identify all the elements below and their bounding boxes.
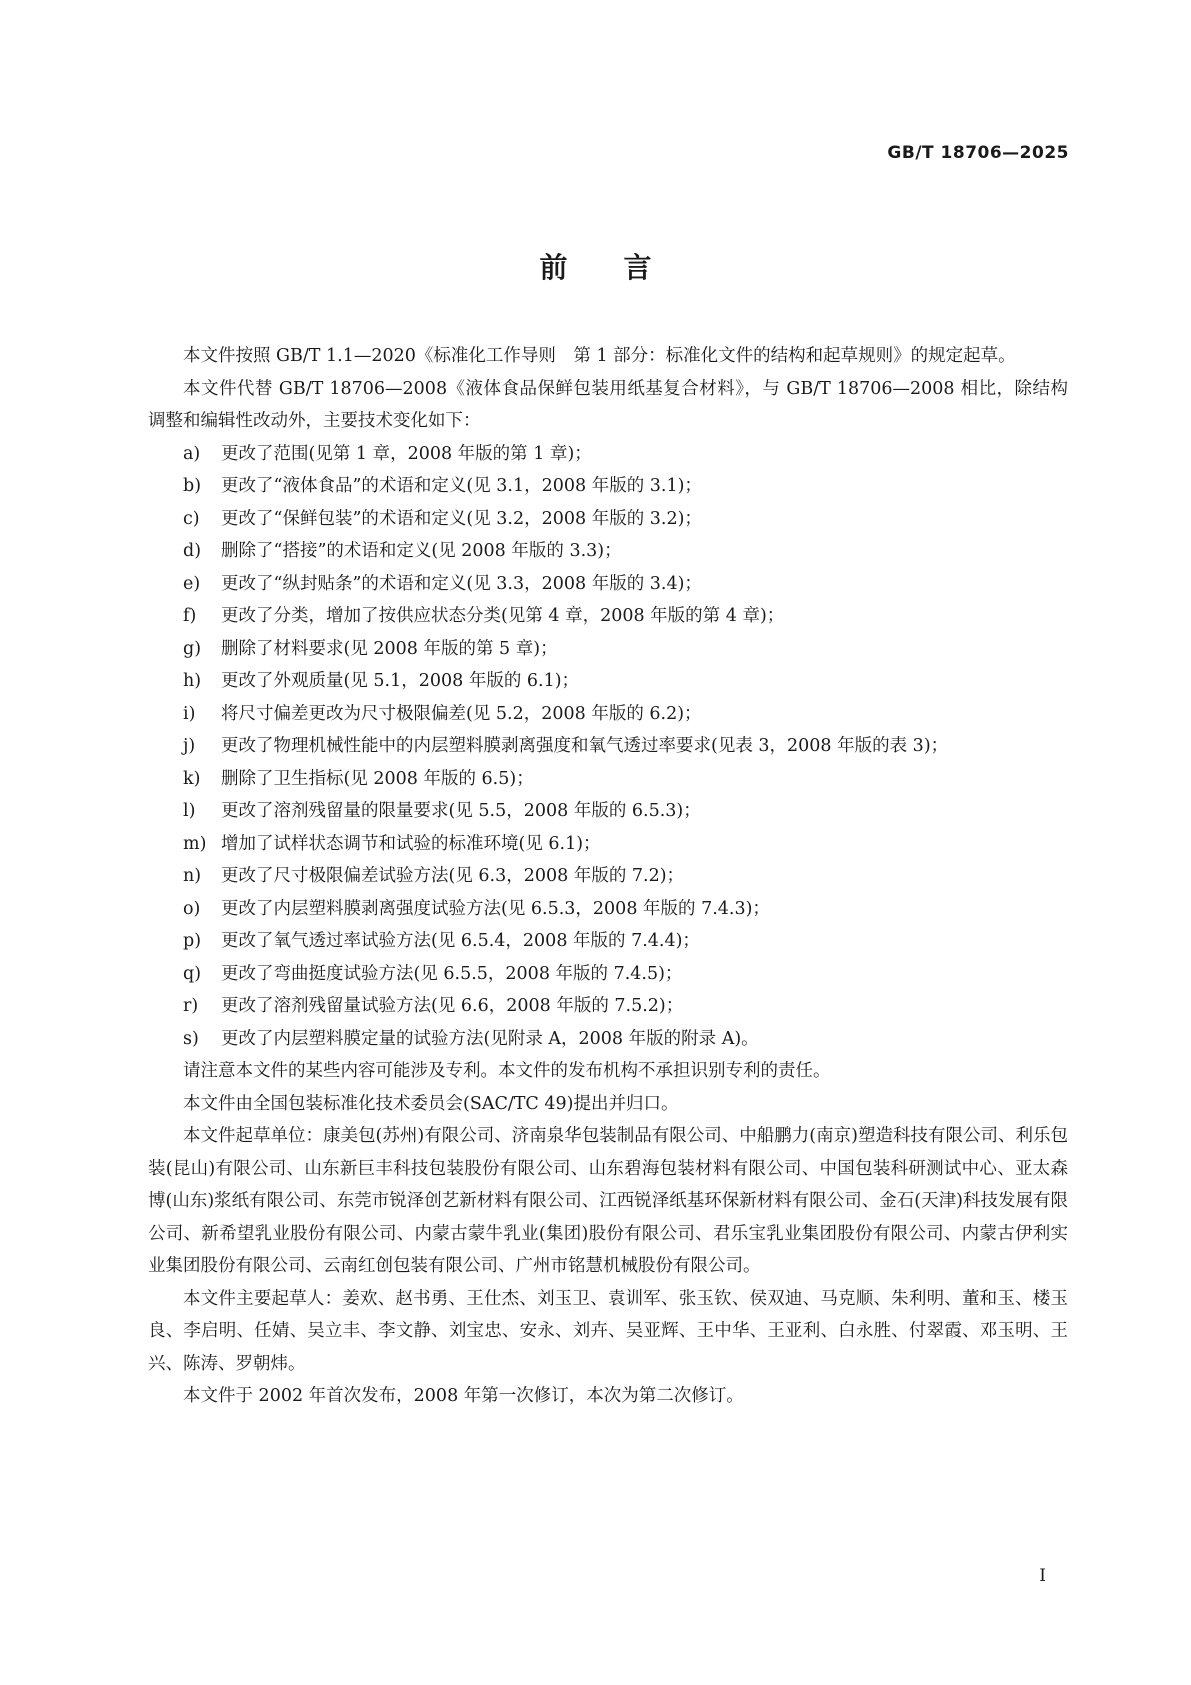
list-item-text: 更改了弯曲挺度试验方法(见 6.5.5，2008 年版的 7.4.5)； — [221, 963, 683, 984]
paragraph-drafters: 本文件主要起草人：姜欢、赵书勇、王仕杰、刘玉卫、袁训军、张玉钦、侯双迪、马克顺、朱利明、董和玉、楼玉良、李启明、任婧、吴立丰、李文静、刘宝忠、安永、刘卉、吴亚辉、王中华、王亚利、白永胜、付翠霞、邓玉明、王兴、陈涛、罗朝炜。 — [148, 1288, 1068, 1374]
paragraph-drafting-units: 本文件起草单位：康美包(苏州)有限公司、济南泉华包装制品有限公司、中船鹏力(南京)塑造科技有限公司、利乐包装(昆山)有限公司、山东新巨丰科技包装股份有限公司、山东碧海包装材料有限公司、中国包装科研测试中心、亚太森博(山东)浆纸有限公司、东莞市锐泽创艺新材料有限公司、江西锐泽纸基环保新材料有限公司、金石(天津)科技发展有限公司、新希望乳业股份有限公司、内蒙古蒙牛乳业(集团)股份有限公司、君乐宝乳业集团股份有限公司、内蒙古伊利实业集团股份有限公司、云南红创包装有限公司、广州市铭慧机械股份有限公司。 — [148, 1126, 1068, 1276]
list-item-text: 更改了内层塑料膜剥离强度试验方法(见 6.5.3，2008 年版的 7.4.3)； — [221, 898, 770, 919]
list-item — [148, 438, 1068, 471]
paragraph-committee: 本文件由全国包装标准化技术委员会(SAC/TC 49)提出并归口。 — [183, 1093, 679, 1114]
changes-list — [148, 438, 1068, 1056]
list-item-text: 增加了试样状态调节和试验的标准环境(见 6.1)； — [221, 833, 601, 854]
list-item-text: 更改了“液体食品”的术语和定义(见 3.1，2008 年版的 3.1)； — [221, 476, 702, 496]
list-item — [148, 535, 1068, 568]
list-item-label: a) — [183, 443, 201, 464]
list-item-text: 将尺寸偏差更改为尺寸极限偏差(见 5.2，2008 年版的 6.2)； — [221, 703, 702, 724]
list-item-text: 删除了卫生指标(见 2008 年版的 6.5)； — [221, 768, 534, 789]
paragraph-drafting-rule: 本文件按照 GB/T 1.1—2020《标准化工作导则 第 1 部分：标准化文件的结构和起草规则》的规定起草。 — [183, 346, 1016, 366]
list-item — [148, 600, 1068, 633]
list-item-label: m) — [183, 833, 207, 854]
list-item-text: 更改了内层塑料膜定量的试验方法(见附录 A，2008 年版的附录 A)。 — [221, 1028, 759, 1049]
list-item-text: 更改了外观质量(见 5.1，2008 年版的 6.1)； — [221, 671, 580, 691]
page-title: 前言 — [539, 251, 708, 284]
list-item-label: g) — [183, 638, 202, 659]
list-item-label: n) — [183, 866, 202, 886]
list-item — [148, 860, 1068, 893]
list-item — [148, 503, 1068, 536]
list-item — [148, 958, 1068, 991]
list-item — [148, 698, 1068, 731]
list-item-text: 删除了材料要求(见 2008 年版的第 5 章)； — [221, 638, 558, 659]
list-item — [148, 1023, 1068, 1056]
standard-code: GB/T 18706—2025 — [887, 143, 1069, 163]
list-item-label: i) — [183, 703, 196, 724]
list-item-label: b) — [183, 476, 202, 496]
list-item-label: o) — [183, 898, 201, 919]
list-item-label: k) — [183, 768, 201, 789]
list-item-label: q) — [183, 963, 202, 984]
list-item-label: c) — [183, 508, 200, 529]
list-item — [148, 925, 1068, 958]
list-item-text: 更改了氧气透过率试验方法(见 6.5.4，2008 年版的 7.4.4)； — [221, 931, 700, 951]
list-item-text: 更改了溶剂残留量试验方法(见 6.6，2008 年版的 7.5.2)； — [221, 996, 684, 1016]
list-item-label: f) — [183, 606, 197, 626]
paragraph-history: 本文件于 2002 年首次发布，2008 年第一次修订，本次为第二次修订。 — [183, 1386, 744, 1406]
list-item — [148, 633, 1068, 666]
list-item — [148, 795, 1068, 828]
list-item — [148, 763, 1068, 796]
paragraph-replacement: 本文件代替 GB/T 18706—2008《液体食品保鲜包装用纸基复合材料》，与 GB/T 18706—2008 相比，除结构调整和编辑性改动外，主要技术变化如下： — [148, 378, 1068, 431]
list-item-label: s) — [183, 1028, 199, 1049]
list-item — [148, 893, 1068, 926]
list-item-label: r) — [183, 996, 199, 1016]
list-item — [148, 470, 1068, 503]
list-item-text: 删除了“搭接”的术语和定义(见 2008 年版的 3.3)； — [221, 541, 622, 561]
list-item-text: 更改了分类，增加了按供应状态分类(见第 4 章，2008 年版的第 4 章)； — [221, 606, 785, 626]
list-item-text: 更改了溶剂残留量的限量要求(见 5.5，2008 年版的 6.5.3)； — [221, 801, 701, 821]
list-item-text: 更改了“纵封贴条”的术语和定义(见 3.3，2008 年版的 3.4)； — [221, 573, 702, 594]
list-item-text: 更改了物理机械性能中的内层塑料膜剥离强度和氧气透过率要求(见表 3，2008 年版的表 3)； — [221, 736, 949, 756]
page-number: I — [1039, 1566, 1046, 1586]
list-item-label: p) — [183, 931, 202, 951]
list-item-text: 更改了尺寸极限偏差试验方法(见 6.3，2008 年版的 7.2)； — [221, 866, 685, 886]
paragraph-patent-notice: 请注意本文件的某些内容可能涉及专利。本文件的发布机构不承担识别专利的责任。 — [183, 1061, 831, 1081]
foreword-body — [148, 340, 1068, 1413]
list-item-label: e) — [183, 573, 201, 594]
list-item-label: j) — [183, 736, 196, 756]
list-item — [148, 568, 1068, 601]
list-item-label: h) — [183, 671, 202, 691]
list-item-text: 更改了范围(见第 1 章，2008 年版的第 1 章)； — [221, 443, 592, 464]
list-item-label: l) — [183, 801, 196, 821]
list-item-text: 更改了“保鲜包装”的术语和定义(见 3.2，2008 年版的 3.2)； — [221, 508, 702, 529]
list-item-label: d) — [183, 541, 202, 561]
list-item — [148, 828, 1068, 861]
list-item — [148, 665, 1068, 698]
list-item — [148, 730, 1068, 763]
list-item — [148, 990, 1068, 1023]
